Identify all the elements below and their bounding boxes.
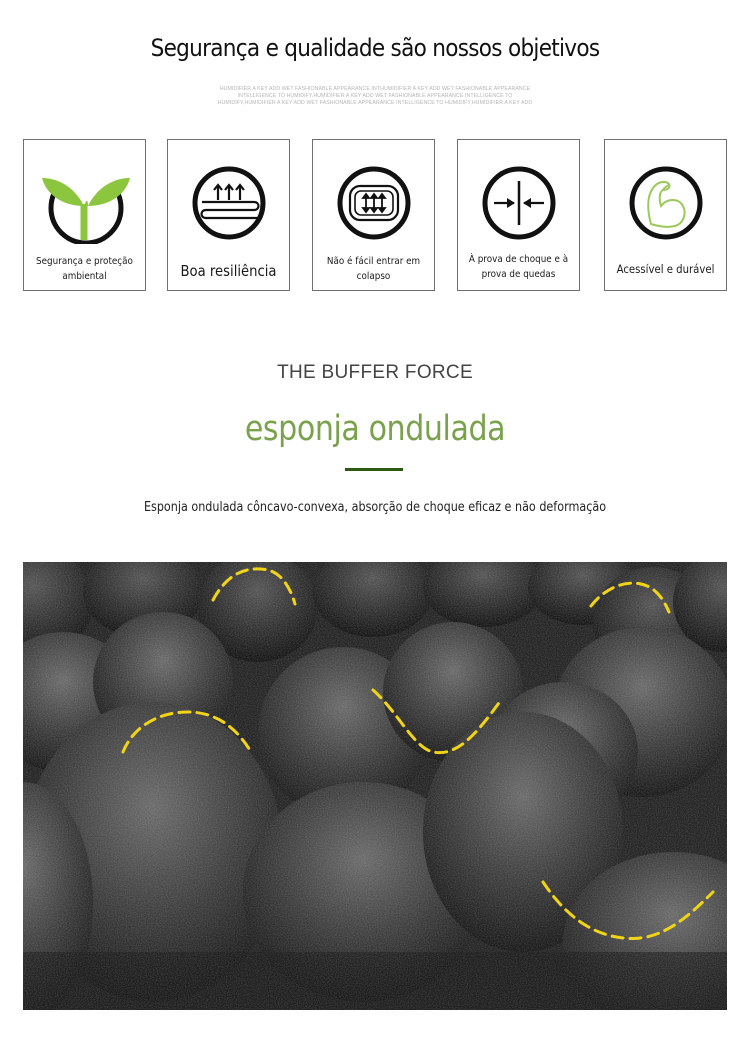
feature-label: Segurança e proteção ambiental <box>36 256 133 282</box>
fine-print-line: INTELLIGENCE TO HUMIDIFY,HUMIDIFIER A KEY ADD WET FASHIONABLE APPEARANCE INTELLIGENCE TO <box>237 93 513 99</box>
sprout-icon <box>42 164 130 244</box>
feature-card-collapse <box>312 139 435 291</box>
foam-photo <box>23 562 727 1010</box>
feature-cards <box>23 139 728 291</box>
strong-arm-icon <box>629 166 703 240</box>
compression-icon <box>337 166 411 240</box>
page-title: Segurança e qualidade são nossos objetivos <box>150 34 600 62</box>
feature-label: Acessível e durável <box>616 262 715 276</box>
section-kicker: THE BUFFER FORCE <box>277 362 473 383</box>
feature-card-eco <box>23 139 146 291</box>
feature-label: Não é fácil entrar em colapso <box>326 256 421 282</box>
feature-label: Boa resiliência <box>180 262 277 280</box>
rebound-arrows-icon <box>192 166 266 240</box>
title-underline <box>345 468 403 471</box>
feature-card-shockproof <box>457 139 580 291</box>
section-description: Esponja ondulada côncavo-convexa, absorção de choque eficaz e não deformação <box>143 500 607 515</box>
section-title: esponja ondulada <box>244 409 506 449</box>
fine-print-line: HUMIDIFY,HUMIDIFIER A KEY ADD WET FASHIONABLE APPEARANCE INTELLIGENCE TO HUMIDIFY,HUMIDIFIER A KEY ADD <box>217 100 533 106</box>
decorative-fine-print <box>150 86 600 107</box>
shockproof-icon <box>482 166 556 240</box>
feature-label: À prova de choque e à prova de quedas <box>468 254 569 280</box>
fine-print-line: HUMIDIFIER A KEY ADD WET FASHIONABLE APPEARANCE INTHUMIDIFIER A KEY ADD WET FASHIONABLE APPEARANCE <box>219 86 531 92</box>
feature-card-durable <box>604 139 727 291</box>
feature-card-resilience <box>167 139 290 291</box>
